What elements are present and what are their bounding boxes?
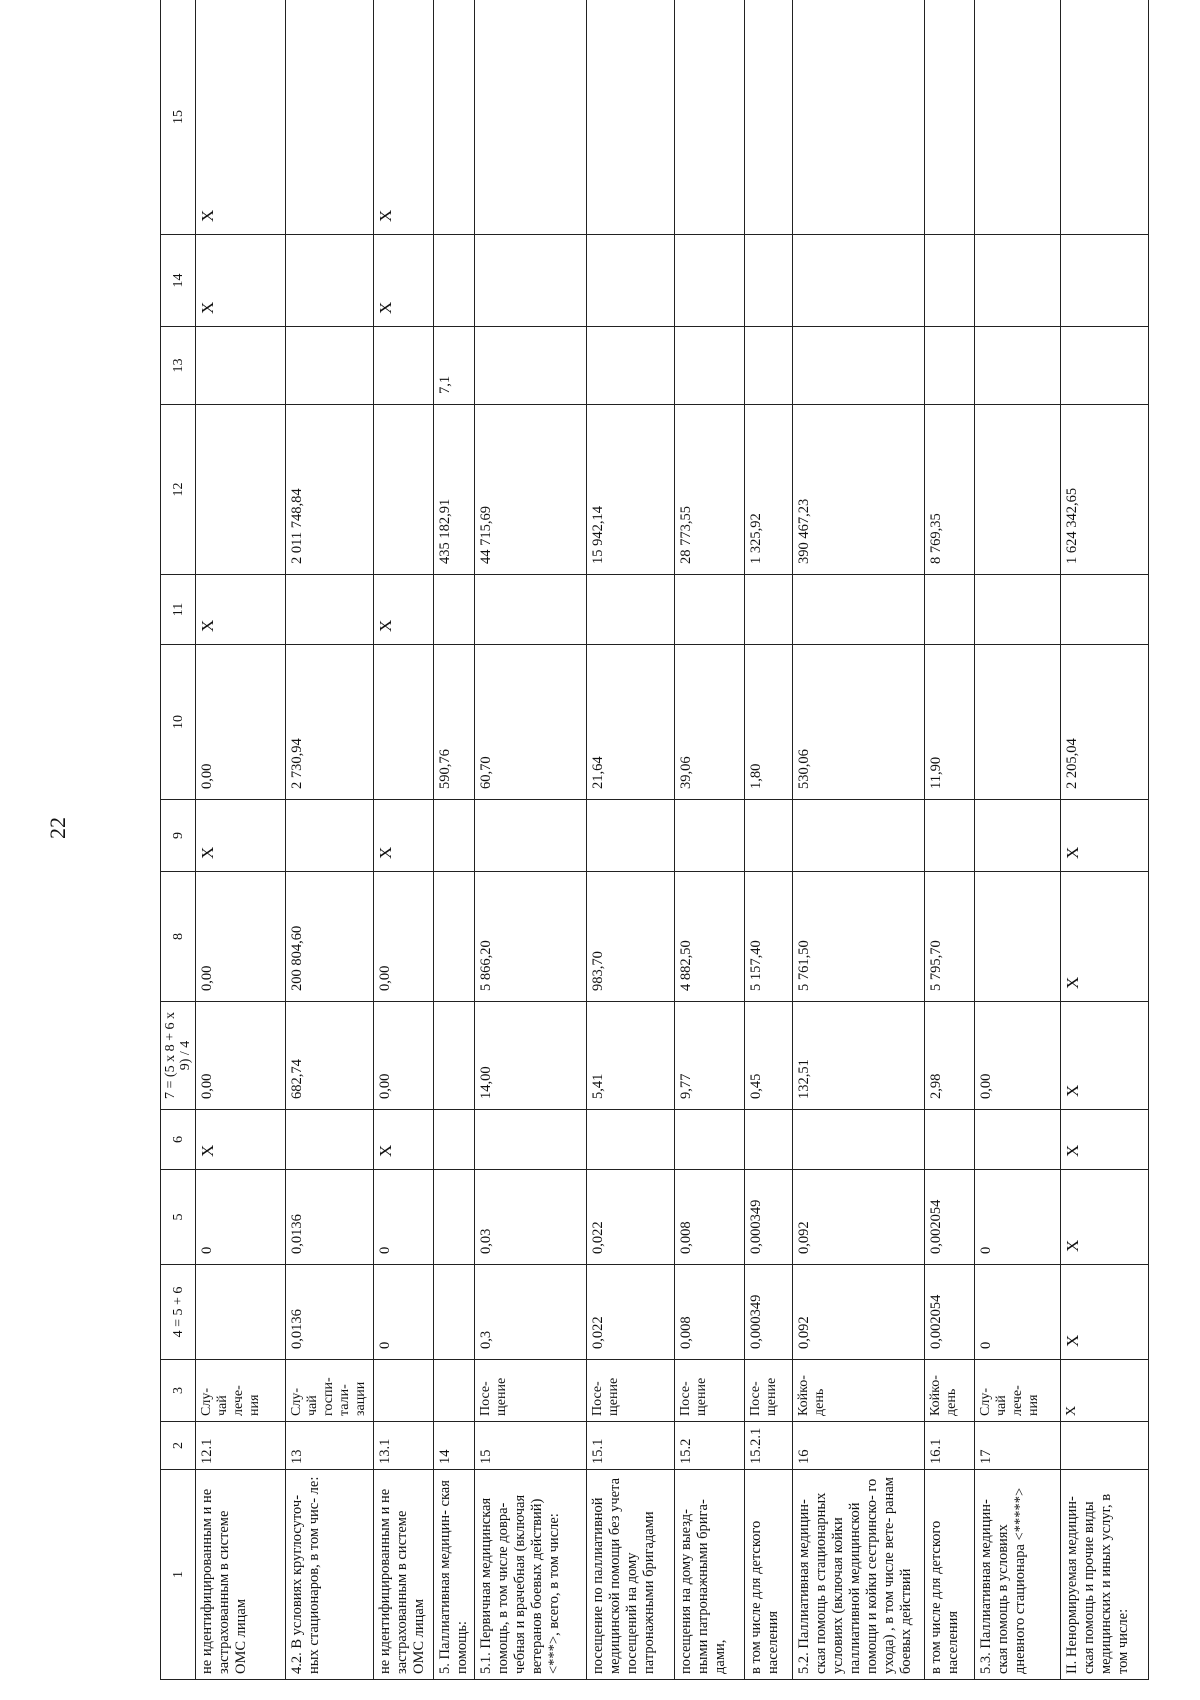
table-cell: Х <box>374 800 434 872</box>
table-cell <box>434 872 475 1002</box>
table-cell <box>793 327 925 405</box>
table-cell <box>196 405 286 575</box>
header-row <box>161 0 196 1680</box>
table-cell <box>434 1002 475 1110</box>
row-label-cell: II. Ненормируемая медицин- ская помощь и прочие виды медицинских и иных услуг, в том числе: <box>1061 1470 1149 1680</box>
table-cell: 15.2 <box>675 1422 745 1470</box>
table-cell <box>286 575 374 645</box>
table-cell: 11,90 <box>925 645 975 800</box>
table-cell: 0 <box>374 1265 434 1360</box>
table-cell: Посе- щение <box>745 1360 793 1422</box>
table-cell: 1 325,92 <box>745 405 793 575</box>
table-cell <box>793 800 925 872</box>
table-cell: 435 182,91 <box>434 405 475 575</box>
table-cell <box>196 1265 286 1360</box>
table-cell <box>975 405 1061 575</box>
table-cell <box>745 800 793 872</box>
table-cell <box>475 235 587 327</box>
table-cell <box>434 0 475 235</box>
table-cell <box>745 575 793 645</box>
table-cell: 5 795,70 <box>925 872 975 1002</box>
table-cell <box>286 0 374 235</box>
table-cell <box>975 575 1061 645</box>
table-container <box>160 0 1131 1680</box>
row-label-cell: не идентифицированным и не застрахованным в системе ОМС лицам <box>196 1470 286 1680</box>
table-cell: Х <box>1061 1265 1149 1360</box>
table-cell: 0,3 <box>475 1265 587 1360</box>
table-row <box>196 0 286 1680</box>
table-row <box>587 0 675 1680</box>
table-cell <box>745 327 793 405</box>
table-cell: Койко- день <box>793 1360 925 1422</box>
column-header: 13 <box>161 327 196 405</box>
table-cell <box>1061 0 1149 235</box>
table-cell <box>374 327 434 405</box>
table-cell: 15 942,14 <box>587 405 675 575</box>
column-header: 8 <box>161 872 196 1002</box>
column-header: 9 <box>161 800 196 872</box>
table-cell <box>745 1110 793 1170</box>
table-cell: 0,00 <box>196 1002 286 1110</box>
table-cell <box>374 645 434 800</box>
row-label-cell: 5.3. Паллиативная медицин- ская помощь в условиях дневного стационара <*****> <box>975 1470 1061 1680</box>
table-cell <box>675 575 745 645</box>
table-cell <box>475 800 587 872</box>
table-cell: Слу- чай лече- ния <box>975 1360 1061 1422</box>
table-row <box>675 0 745 1680</box>
table-cell <box>587 800 675 872</box>
table-cell: 200 804,60 <box>286 872 374 1002</box>
table-cell <box>587 1110 675 1170</box>
row-label-cell: в том числе для детского населения <box>745 1470 793 1680</box>
column-header: 7 = (5 х 8 + 6 х 9) / 4 <box>161 1002 196 1110</box>
table-cell <box>975 327 1061 405</box>
table-cell <box>793 1110 925 1170</box>
table-cell <box>434 575 475 645</box>
table-cell: 0 <box>196 1170 286 1265</box>
table-cell <box>1061 1422 1149 1470</box>
table-cell: 13.1 <box>374 1422 434 1470</box>
table-cell: Х <box>196 235 286 327</box>
row-label-cell: 5.2. Паллиативная медицин- ская помощь в стационарных условиях (включая койки паллиативной медицинской помощи и койки сестринско- го ухода) , в том числе вете- ранам боевых действий <box>793 1470 925 1680</box>
row-label-cell: посещения на дому выезд- ными патронажными брига- дами, <box>675 1470 745 1680</box>
row-label-cell: 5. Паллиативная медицин- ская помощь: <box>434 1470 475 1680</box>
table-cell <box>793 0 925 235</box>
table-cell <box>374 1360 434 1422</box>
column-header: 14 <box>161 235 196 327</box>
table-cell: 28 773,55 <box>675 405 745 575</box>
table-cell <box>587 235 675 327</box>
table-cell <box>793 575 925 645</box>
table-cell: 21,64 <box>587 645 675 800</box>
table-cell <box>434 800 475 872</box>
table-cell: Х <box>196 575 286 645</box>
table-cell <box>434 1360 475 1422</box>
table-cell: 0,45 <box>745 1002 793 1110</box>
table-cell <box>793 235 925 327</box>
column-header: 10 <box>161 645 196 800</box>
table-cell <box>675 327 745 405</box>
table-row <box>434 0 475 1680</box>
table-cell: 0,000349 <box>745 1265 793 1360</box>
table-cell: Слу- чай госпи- тали- зации <box>286 1360 374 1422</box>
table-cell: 16.1 <box>925 1422 975 1470</box>
table-cell: Х <box>374 0 434 235</box>
table-row <box>925 0 975 1680</box>
row-label-cell: 4.2. В условиях круглосуточ- ных стационаров, в том чис- ле: <box>286 1470 374 1680</box>
column-header: 11 <box>161 575 196 645</box>
table-cell <box>1061 575 1149 645</box>
table-cell: 15.1 <box>587 1422 675 1470</box>
table-cell: 14,00 <box>475 1002 587 1110</box>
table-cell: Х <box>1061 1360 1149 1422</box>
table-cell <box>975 800 1061 872</box>
table-cell: 0,00 <box>196 645 286 800</box>
table-cell <box>975 235 1061 327</box>
table-cell: 15 <box>475 1422 587 1470</box>
table-cell: 5 866,20 <box>475 872 587 1002</box>
table-cell <box>475 327 587 405</box>
table-cell <box>675 1110 745 1170</box>
table-body <box>196 0 1149 1680</box>
table-cell <box>675 800 745 872</box>
table-cell <box>925 0 975 235</box>
table-cell: 0,000349 <box>745 1170 793 1265</box>
table-cell: 0 <box>374 1170 434 1265</box>
table-cell: 4 882,50 <box>675 872 745 1002</box>
row-label-cell: посещение по паллиативной медицинской помощи без учета посещений на дому патронажными бригадами <box>587 1470 675 1680</box>
table-cell <box>925 1110 975 1170</box>
table-cell: 132,51 <box>793 1002 925 1110</box>
table-cell <box>374 405 434 575</box>
table-cell: 5 157,40 <box>745 872 793 1002</box>
table-cell: Х <box>374 235 434 327</box>
table-cell <box>286 800 374 872</box>
table-cell: 0,0136 <box>286 1265 374 1360</box>
column-header: 5 <box>161 1170 196 1265</box>
table-cell: 682,74 <box>286 1002 374 1110</box>
table-cell <box>975 1110 1061 1170</box>
table-cell: Посе- щение <box>587 1360 675 1422</box>
table-cell <box>434 235 475 327</box>
table-cell: 983,70 <box>587 872 675 1002</box>
table-cell: 13 <box>286 1422 374 1470</box>
table-cell: 0 <box>975 1265 1061 1360</box>
table-cell: Х <box>1061 1170 1149 1265</box>
table-cell <box>196 327 286 405</box>
table-cell <box>675 235 745 327</box>
table-cell: 0,002054 <box>925 1170 975 1265</box>
table-cell <box>587 327 675 405</box>
table-cell: Слу- чай лече- ния <box>196 1360 286 1422</box>
table-cell: 0,008 <box>675 1170 745 1265</box>
table-cell: 14 <box>434 1422 475 1470</box>
table-row <box>1061 0 1149 1680</box>
table-cell: Х <box>374 1110 434 1170</box>
table-cell: 5 761,50 <box>793 872 925 1002</box>
table-cell: 16 <box>793 1422 925 1470</box>
table-cell <box>587 0 675 235</box>
table-cell: 2 730,94 <box>286 645 374 800</box>
table-cell: 0,092 <box>793 1170 925 1265</box>
table-cell: 2 011 748,84 <box>286 405 374 575</box>
table-cell: Х <box>1061 1002 1149 1110</box>
table-cell <box>587 575 675 645</box>
table-cell: Х <box>1061 872 1149 1002</box>
page-number: 22 <box>45 817 70 839</box>
table-cell: Х <box>196 1110 286 1170</box>
table-cell <box>925 800 975 872</box>
table-cell <box>925 575 975 645</box>
table-cell: 0,002054 <box>925 1265 975 1360</box>
table-cell: Х <box>196 800 286 872</box>
table-cell <box>975 872 1061 1002</box>
table-cell: Х <box>1061 1110 1149 1170</box>
table-cell: 0 <box>975 1170 1061 1265</box>
table-cell <box>286 1110 374 1170</box>
table-cell: 0,0136 <box>286 1170 374 1265</box>
table-cell: 2,98 <box>925 1002 975 1110</box>
table-cell: 44 715,69 <box>475 405 587 575</box>
table-cell: 0,00 <box>975 1002 1061 1110</box>
table-cell <box>475 575 587 645</box>
table-cell <box>286 235 374 327</box>
table-cell: Х <box>196 0 286 235</box>
table-cell <box>1061 235 1149 327</box>
table-cell: 1 624 342,65 <box>1061 405 1149 575</box>
column-header: 1 <box>161 1470 196 1680</box>
table-cell <box>434 1265 475 1360</box>
column-header: 12 <box>161 405 196 575</box>
column-header: 15 <box>161 0 196 235</box>
table-cell: 530,06 <box>793 645 925 800</box>
row-label-cell: не идентифицированным и не застрахованным в системе ОМС лицам <box>374 1470 434 1680</box>
table-row <box>975 0 1061 1680</box>
table-cell: 390 467,23 <box>793 405 925 575</box>
table-cell: 8 769,35 <box>925 405 975 575</box>
table-cell: 7,1 <box>434 327 475 405</box>
data-table <box>160 0 1149 1680</box>
table-cell: Посе- щение <box>475 1360 587 1422</box>
table-row <box>475 0 587 1680</box>
table-cell <box>286 327 374 405</box>
table-cell: 15.2.1 <box>745 1422 793 1470</box>
table-cell <box>1061 327 1149 405</box>
table-cell <box>475 0 587 235</box>
column-header: 4 = 5 + 6 <box>161 1265 196 1360</box>
table-row <box>745 0 793 1680</box>
table-cell: 0,00 <box>374 1002 434 1110</box>
table-row <box>793 0 925 1680</box>
table-cell: Х <box>374 575 434 645</box>
table-cell: 2 205,04 <box>1061 645 1149 800</box>
table-cell: 0,092 <box>793 1265 925 1360</box>
table-cell: 5,41 <box>587 1002 675 1110</box>
table-cell: 17 <box>975 1422 1061 1470</box>
table-cell: 12.1 <box>196 1422 286 1470</box>
table-cell: 0,022 <box>587 1170 675 1265</box>
table-cell: 39,06 <box>675 645 745 800</box>
table-cell <box>975 645 1061 800</box>
table-cell: 60,70 <box>475 645 587 800</box>
table-cell: 0,022 <box>587 1265 675 1360</box>
table-cell: 0,00 <box>374 872 434 1002</box>
column-header: 3 <box>161 1360 196 1422</box>
row-label-cell: 5.1. Первичная медицинская помощь, в том числе довра- чебная и врачебная (включая ветеранов боевых действий) <***>, всего, в том числе: <box>475 1470 587 1680</box>
table-cell: 590,76 <box>434 645 475 800</box>
column-header: 6 <box>161 1110 196 1170</box>
table-cell <box>475 1110 587 1170</box>
table-cell: 0,00 <box>196 872 286 1002</box>
table-cell: 0,03 <box>475 1170 587 1265</box>
table-row <box>286 0 374 1680</box>
table-cell <box>975 0 1061 235</box>
column-header: 2 <box>161 1422 196 1470</box>
table-cell <box>675 0 745 235</box>
table-cell <box>434 1170 475 1265</box>
table-cell <box>925 235 975 327</box>
table-row <box>374 0 434 1680</box>
table-cell <box>745 235 793 327</box>
table-cell: 0,008 <box>675 1265 745 1360</box>
table-cell: Посе- щение <box>675 1360 745 1422</box>
table-cell: Х <box>1061 800 1149 872</box>
table-cell: 9,77 <box>675 1002 745 1110</box>
table-cell <box>434 1110 475 1170</box>
table-cell <box>925 327 975 405</box>
table-cell <box>745 0 793 235</box>
table-cell: 1,80 <box>745 645 793 800</box>
table-cell: Койко- день <box>925 1360 975 1422</box>
row-label-cell: в том числе для детского населения <box>925 1470 975 1680</box>
